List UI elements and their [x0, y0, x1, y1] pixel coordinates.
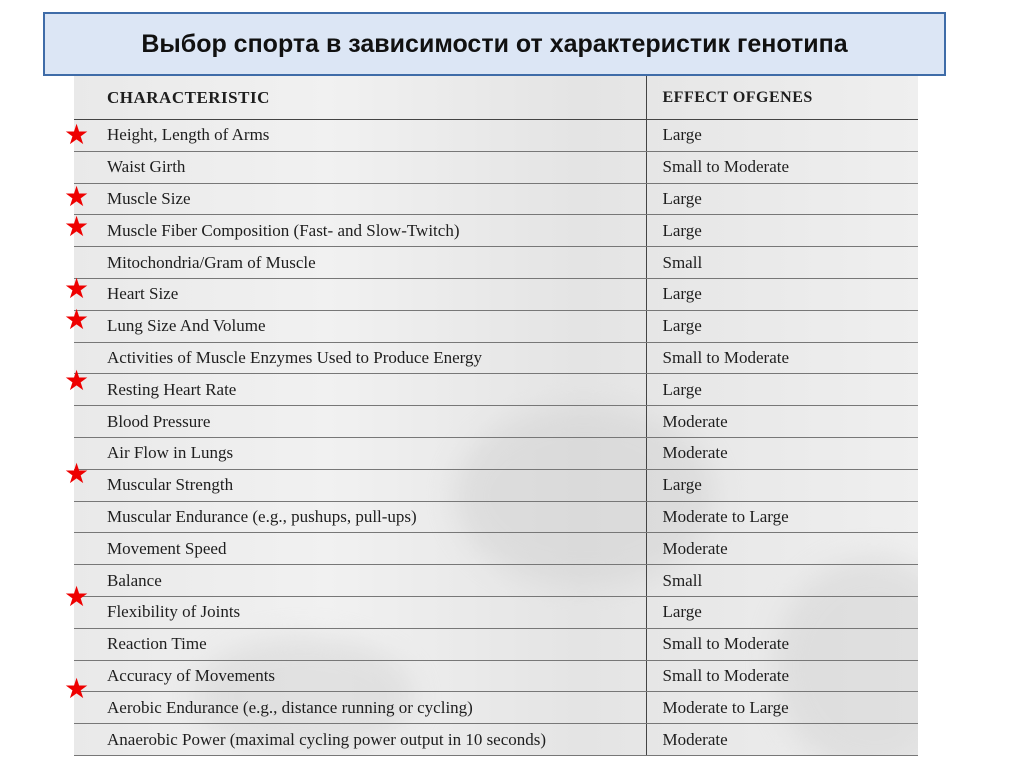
effect-cell: Large: [646, 469, 918, 501]
characteristic-cell: Muscular Endurance (e.g., pushups, pull-ups): [74, 501, 646, 533]
table-header-row: [74, 76, 918, 120]
effect-cell: Moderate: [646, 406, 918, 438]
table-row: [74, 310, 918, 342]
table-row: [74, 501, 918, 533]
effect-cell: Large: [646, 278, 918, 310]
effect-cell: Moderate: [646, 437, 918, 469]
star-icon: ★: [64, 302, 90, 336]
star-icon: ★: [64, 118, 90, 151]
characteristic-cell: Anaerobic Power (maximal cycling power output in 10 seconds): [74, 724, 646, 756]
table-row: [74, 565, 918, 597]
effect-cell: Large: [646, 120, 918, 152]
scanned-table-image: [74, 76, 918, 756]
table-row: [74, 437, 918, 469]
table-row: [74, 596, 918, 628]
table-row: [74, 533, 918, 565]
star-icon: ★: [64, 272, 90, 305]
header-characteristic: CHARACTERISTIC: [74, 76, 646, 120]
characteristic-cell: Heart Size: [74, 278, 646, 310]
characteristic-cell: Height, Length of Arms: [74, 120, 646, 152]
genes-effect-table: [74, 76, 918, 756]
characteristic-cell: Lung Size And Volume: [74, 310, 646, 342]
header-effect-of-genes: EFFECT OFGENES: [646, 76, 918, 120]
characteristic-cell: Waist Girth: [74, 151, 646, 183]
effect-cell: Moderate to Large: [646, 692, 918, 724]
characteristic-cell: Aerobic Endurance (e.g., distance running or cycling): [74, 692, 646, 724]
star-icon: ★: [64, 672, 90, 706]
effect-cell: Large: [646, 596, 918, 628]
table-row: [74, 120, 918, 152]
characteristic-cell: Muscle Size: [74, 183, 646, 215]
characteristic-cell: Activities of Muscle Enzymes Used to Produce Energy: [74, 342, 646, 374]
effect-cell: Moderate: [646, 724, 918, 756]
effect-cell: Large: [646, 310, 918, 342]
table-row: [74, 692, 918, 724]
star-icon: ★: [64, 364, 90, 398]
effect-cell: Small to Moderate: [646, 660, 918, 692]
characteristic-cell: Blood Pressure: [74, 406, 646, 438]
table-row: [74, 183, 918, 215]
table-row: [74, 215, 918, 247]
characteristic-cell: Mitochondria/Gram of Muscle: [74, 247, 646, 279]
table-row: [74, 278, 918, 310]
effect-cell: Large: [646, 183, 918, 215]
characteristic-cell: Reaction Time: [74, 628, 646, 660]
characteristic-cell: Movement Speed: [74, 533, 646, 565]
star-icon: ★: [64, 210, 90, 244]
table-row: [74, 342, 918, 374]
characteristic-cell: Muscular Strength: [74, 469, 646, 501]
effect-cell: Moderate: [646, 533, 918, 565]
slide-title-box: [43, 12, 946, 76]
table-row: [74, 628, 918, 660]
table-body: [74, 120, 918, 756]
characteristic-cell: Balance: [74, 565, 646, 597]
characteristic-cell: Resting Heart Rate: [74, 374, 646, 406]
table-row: [74, 469, 918, 501]
table-row: [74, 660, 918, 692]
star-icon: ★: [64, 179, 90, 213]
characteristic-cell: Muscle Fiber Composition (Fast- and Slow-Twitch): [74, 215, 646, 247]
effect-cell: Moderate to Large: [646, 501, 918, 533]
slide-title: Выбор спорта в зависимости от характеристик генотипа: [141, 29, 848, 58]
table-row: [74, 374, 918, 406]
effect-cell: Small to Moderate: [646, 342, 918, 374]
characteristic-cell: Accuracy of Movements: [74, 660, 646, 692]
table-row: [74, 406, 918, 438]
effect-cell: Small to Moderate: [646, 151, 918, 183]
effect-cell: Large: [646, 215, 918, 247]
table-row: [74, 151, 918, 183]
characteristic-cell: Air Flow in Lungs: [74, 437, 646, 469]
table-row: [74, 724, 918, 756]
effect-cell: Small: [646, 565, 918, 597]
effect-cell: Large: [646, 374, 918, 406]
effect-cell: Small to Moderate: [646, 628, 918, 660]
characteristic-cell: Flexibility of Joints: [74, 596, 646, 628]
star-icon: ★: [64, 456, 90, 490]
star-icon: ★: [64, 580, 90, 613]
table-row: [74, 247, 918, 279]
effect-cell: Small: [646, 247, 918, 279]
